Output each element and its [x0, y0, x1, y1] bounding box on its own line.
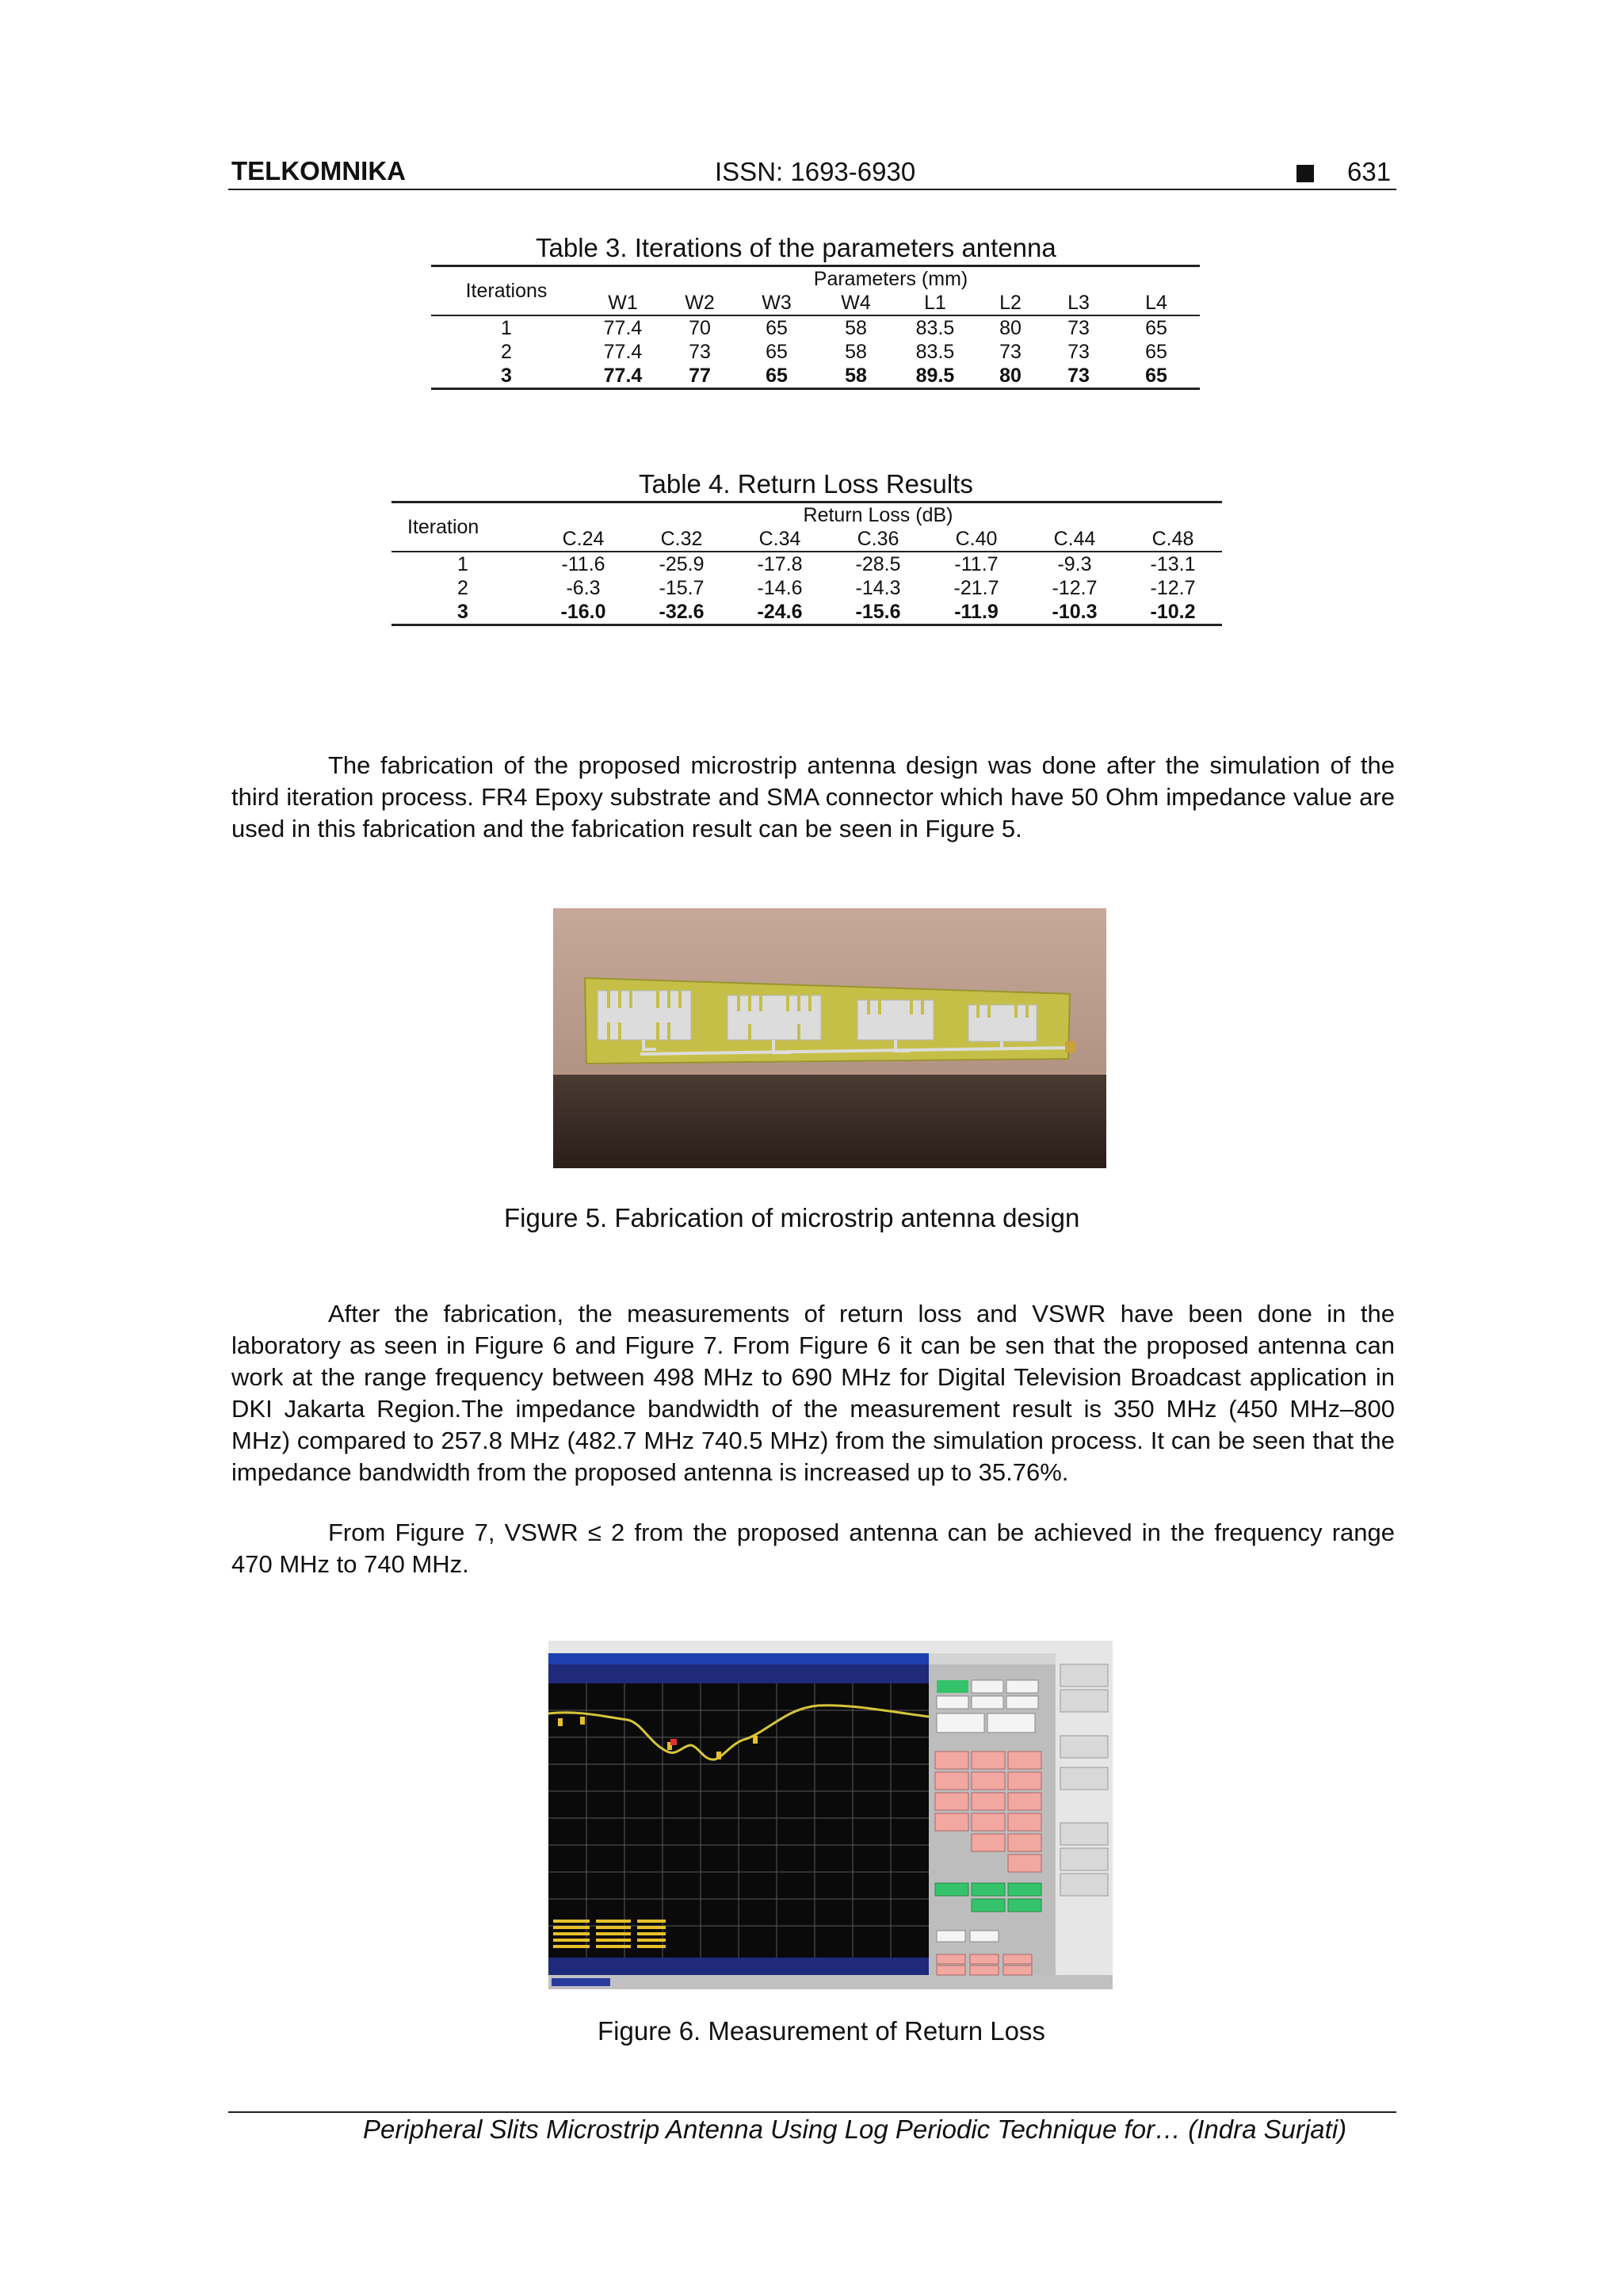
- table4-col-header: C.34: [758, 528, 801, 550]
- table-cell: -11.6: [534, 552, 632, 576]
- table-cell: -32.6: [632, 600, 731, 625]
- table-cell: -14.3: [855, 577, 901, 599]
- paragraph-text: After the fabrication, the measurements of return loss and VSWR have been done in the laboratory as seen in Figure 6 and Figure 7. From Figure 6 it can be sen that the proposed antenna can work at the range frequency between 498 MHz to 690 MHz for Digital Television Broadcast application in DKI Jakarta Region.The impedance bandwidth of the measurement result is 350 MHz (450 MHz–800 MHz) compared to 257.8 MHz (482.7 MHz 740.5 MHz) from the simulation process. It can be seen that the impedance bandwidth from the proposed antenna is increased up to 35.76%.: [231, 1300, 1395, 1486]
- table-cell: -11.9: [927, 600, 1025, 625]
- figure5-caption: Figure 5. Fabrication of microstrip antenna design: [504, 1203, 1080, 1232]
- table-cell: 77.4: [582, 315, 664, 340]
- square-bullet-icon: [1296, 165, 1314, 182]
- table4-col-header: C.24: [562, 528, 605, 550]
- table-cell: 73: [1067, 341, 1090, 363]
- figure6-analyzer-screenshot: [548, 1641, 1113, 1989]
- table3-col-header: L2: [999, 292, 1022, 314]
- table-cell: 83.5: [915, 341, 955, 363]
- table3-group-header: Parameters (mm): [582, 266, 1200, 292]
- table-cell: 65: [766, 341, 788, 363]
- table-cell: 77: [664, 364, 735, 389]
- table-cell: -24.6: [731, 600, 829, 625]
- table-cell: -15.7: [659, 577, 705, 599]
- table3-row-header: Iterations: [431, 266, 582, 316]
- paragraph-text: The fabrication of the proposed microstrip antenna design was done after the simulation of the third iteration process. FR4 Epoxy substrate and SMA connector which have 50 Ohm impedance value are used in this fabrication and the fabrication result can be seen in Figure 5.: [231, 751, 1395, 842]
- table4-caption: Table 4. Return Loss Results: [639, 469, 973, 499]
- table3-col-header: W4: [841, 292, 871, 314]
- table3-col-header: L3: [1067, 292, 1090, 314]
- table-cell: -12.7: [1150, 577, 1196, 599]
- table-cell: -21.7: [953, 577, 999, 599]
- table-row: [391, 600, 1222, 625]
- table-cell: 2: [457, 577, 468, 599]
- table-cell: -13.1: [1124, 552, 1222, 576]
- table-cell: -25.9: [632, 552, 731, 576]
- table4-col-header: C.36: [857, 528, 899, 550]
- table-cell: 70: [664, 315, 735, 340]
- table-cell: 80: [976, 315, 1044, 340]
- paragraph-vswr: [231, 1517, 1395, 1580]
- analyzer-screen-image: [548, 1641, 1113, 1989]
- table4: [391, 501, 1222, 626]
- table-row: [431, 340, 1200, 364]
- table3-col-header: W3: [762, 292, 792, 314]
- table-cell: 65: [1113, 315, 1200, 340]
- table-cell: -16.0: [534, 600, 632, 625]
- table4-col-header: C.44: [1053, 528, 1096, 550]
- table3: [431, 265, 1200, 390]
- table-cell: 77.4: [582, 364, 664, 389]
- page-number: 631: [1347, 157, 1392, 186]
- table-cell: 77.4: [603, 341, 643, 363]
- table-cell: -11.7: [927, 552, 1025, 576]
- table4-row-header: Iteration: [391, 502, 534, 552]
- table4-col-header: C.40: [955, 528, 998, 550]
- journal-name: TELKOMNIKA: [231, 156, 406, 185]
- figure5-photo: [553, 908, 1106, 1168]
- table-cell: 58: [818, 364, 894, 389]
- table-cell: 3: [391, 600, 534, 625]
- table3-col-header: W1: [608, 292, 638, 314]
- table3-col-header: L1: [924, 292, 946, 314]
- table-cell: 65: [735, 315, 818, 340]
- table-cell: -14.6: [757, 577, 803, 599]
- table3-col-header: L4: [1145, 292, 1167, 314]
- table-cell: 2: [501, 341, 512, 363]
- issn-text: ISSN: 1693-6930: [715, 157, 916, 186]
- paragraph-measurement: [231, 1298, 1395, 1488]
- table-cell: -9.3: [1025, 552, 1124, 576]
- table-row: [431, 315, 1200, 340]
- table-cell: -17.8: [731, 552, 829, 576]
- table-cell: 1: [391, 552, 534, 576]
- table-cell: 1: [431, 315, 582, 340]
- header-rule: [228, 189, 1396, 190]
- table-cell: 65: [735, 364, 818, 389]
- table-cell: 65: [1113, 364, 1200, 389]
- table-row: [391, 552, 1222, 576]
- table-cell: 83.5: [894, 315, 976, 340]
- running-footer: Peripheral Slits Microstrip Antenna Using Log Periodic Technique for… (Indra Surjati): [363, 2115, 1347, 2144]
- table-cell: 3: [431, 364, 582, 389]
- table-cell: -10.3: [1025, 600, 1124, 625]
- table-cell: -28.5: [829, 552, 927, 576]
- table3-caption: Table 3. Iterations of the parameters antenna: [536, 233, 1056, 262]
- table-cell: -15.6: [829, 600, 927, 625]
- antenna-photo-image: [553, 908, 1106, 1168]
- table-row: [391, 576, 1222, 600]
- table-row: [431, 364, 1200, 389]
- table-cell: 73: [999, 341, 1022, 363]
- paragraph-text: From Figure 7, VSWR ≤ 2 from the proposed antenna can be achieved in the frequency range 470 MHz to 740 MHz.: [231, 1519, 1395, 1578]
- table-cell: 58: [845, 341, 867, 363]
- figure6-caption: Figure 6. Measurement of Return Loss: [598, 2016, 1045, 2046]
- table-cell: -6.3: [566, 577, 601, 599]
- table-cell: 73: [1044, 315, 1113, 340]
- table-cell: 73: [1044, 364, 1113, 389]
- table4-group-header: Return Loss (dB): [534, 502, 1222, 528]
- table3-col-header: W2: [685, 292, 715, 314]
- table-cell: 65: [1145, 341, 1167, 363]
- table-cell: 89.5: [894, 364, 976, 389]
- table4-col-header: C.32: [660, 528, 703, 550]
- table4-col-header: C.48: [1151, 528, 1194, 550]
- footer-rule: [228, 2111, 1396, 2113]
- table-cell: 58: [818, 315, 894, 340]
- table-cell: 80: [976, 364, 1044, 389]
- table-cell: 73: [689, 341, 711, 363]
- paragraph-fabrication: [231, 750, 1395, 845]
- table-cell: -12.7: [1052, 577, 1098, 599]
- table-cell: -10.2: [1124, 600, 1222, 625]
